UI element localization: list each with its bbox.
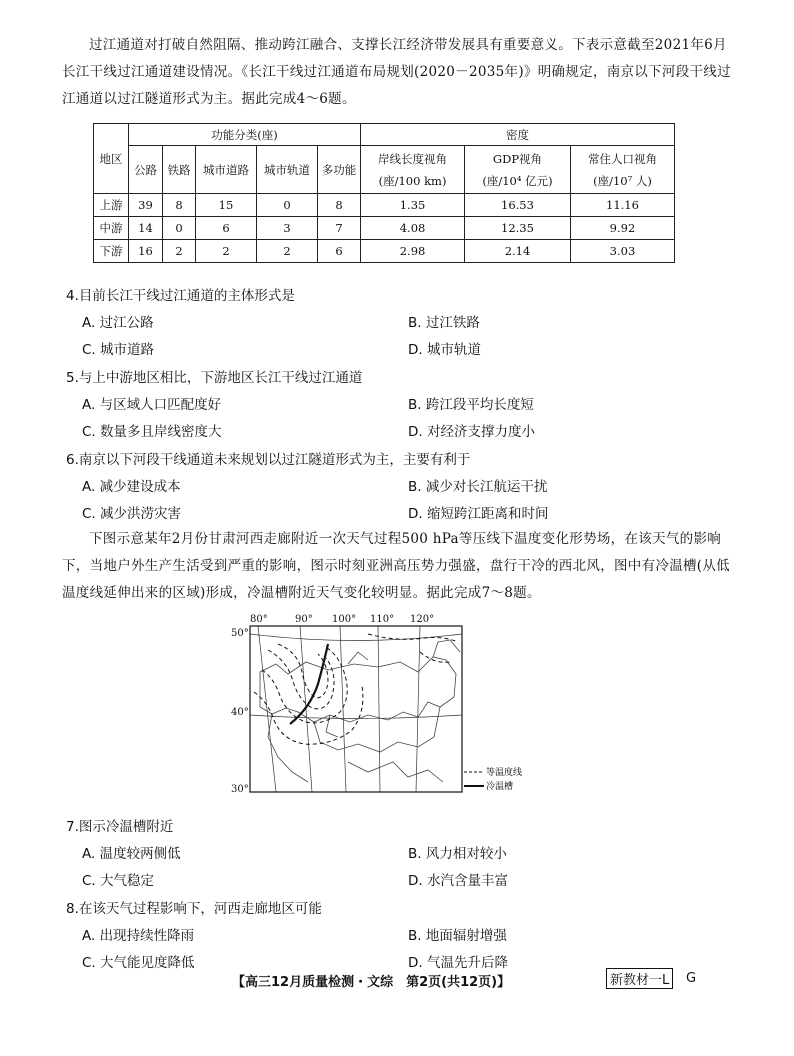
temperature-map	[228, 612, 528, 802]
question-8-stem: 8.在该天气过程影响下，河西走廊地区可能	[66, 901, 322, 917]
q6-option-b: B. 减少对长江航运干扰	[408, 479, 548, 495]
q7-option-b: B. 风力相对较小	[408, 846, 507, 862]
table-col-header: 多功能	[318, 146, 361, 194]
lat-label: 40°	[231, 707, 249, 718]
q5-option-d: D. 对经济支撑力度小	[408, 424, 535, 440]
q4-option-a: A. 过江公路	[82, 315, 154, 331]
legend-isotherm-label: 等温度线	[486, 768, 523, 778]
edition-suffix: G	[686, 971, 697, 986]
q8-option-a: A. 出现持续性降雨	[82, 928, 195, 944]
table-col-header: 城市轨道	[257, 146, 318, 194]
isotherms	[254, 634, 458, 744]
question-7-stem: 7.图示冷温槽附近	[66, 819, 174, 835]
table-col-header: 铁路	[163, 146, 196, 194]
q7-option-d: D. 水汽含量丰富	[408, 873, 508, 889]
q4-option-b: B. 过江铁路	[408, 315, 480, 331]
lon-label: 110°	[370, 614, 395, 625]
q7-option-a: A. 温度较两侧低	[82, 846, 181, 862]
channel-table	[93, 123, 675, 263]
lon-label: 120°	[410, 614, 435, 625]
question-5-stem: 5.与上中游地区相比，下游地区长江干线过江通道	[66, 370, 363, 386]
graticule	[250, 626, 462, 792]
legend-trough-label: 冷温槽	[486, 782, 514, 792]
table-header-density: 密度	[361, 124, 675, 146]
q5-option-a: A. 与区域人口匹配度好	[82, 397, 222, 413]
lon-label: 100°	[332, 614, 357, 625]
q7-option-c: C. 大气稳定	[82, 873, 155, 889]
table-col-header: 常住人口视角 (座/10⁷ 人)	[570, 146, 674, 194]
cold-trough-line	[290, 644, 328, 724]
lon-label: 80°	[250, 614, 268, 625]
map-frame	[250, 626, 462, 792]
question-6-stem: 6.南京以下河段干线通道未来规划以过江隧道形式为主，主要有利于	[66, 452, 471, 468]
q4-option-d: D. 城市轨道	[408, 342, 481, 358]
q6-option-c: C. 减少洪涝灾害	[82, 506, 182, 522]
q8-option-c: C. 大气能见度降低	[82, 955, 195, 971]
q4-option-c: C. 城市道路	[82, 342, 155, 358]
table-header-function: 功能分类(座)	[129, 124, 361, 146]
lon-label: 90°	[295, 614, 313, 625]
table-row: 上游 39 8 15 0 8 1.35 16.53 11.16	[94, 194, 675, 217]
table-row: 下游 16 2 2 2 6 2.98 2.14 3.03	[94, 240, 675, 263]
country-borders	[260, 640, 460, 782]
q5-option-b: B. 跨江段平均长度短	[408, 397, 534, 413]
question-4-stem: 4.目前长江干线过江通道的主体形式是	[66, 288, 295, 304]
table-col-header: 公路	[129, 146, 163, 194]
table-col-header: 城市道路	[196, 146, 257, 194]
map-legend	[464, 766, 522, 792]
page-footer: 【高三12月质量检测・文综 第2页(共12页)】	[232, 975, 511, 990]
table-row: 中游 14 0 6 3 7 4.08 12.35 9.92	[94, 217, 675, 240]
table-col-header: 岸线长度视角 (座/100 km)	[361, 146, 465, 194]
lat-label: 50°	[231, 628, 249, 639]
q8-option-b: B. 地面辐射增强	[408, 928, 507, 944]
q5-option-c: C. 数量多且岸线密度大	[82, 424, 222, 440]
intro-paragraph-1: 过江通道对打破自然阻隔、推动跨江融合、支撑长江经济带发展具有重要意义。下表示意截至2021年6月长江干线过江通道建设情况。《长江干线过江通道布局规划(2020－2035年)》明确规定，南京以下河段干线过江通道以过江隧道形式为主。据此完成4～6题。	[62, 37, 731, 107]
intro-paragraph-2: 下图示意某年2月份甘肃河西走廊附近一次天气过程500 hPa等压线下温度变化形势场，在该天气的影响下，当地户外生产生活受到严重的影响，图示时刻亚洲高压势力强盛，盘行干冷的西北风，图中有冷温槽(从低温度线延伸出来的区域)形成，冷温槽附近天气变化较明显。据此完成7～8题。	[62, 531, 730, 601]
lat-label: 30°	[231, 784, 249, 795]
table-col-header: GDP视角 (座/10⁴ 亿元)	[465, 146, 571, 194]
q6-option-d: D. 缩短跨江距离和时间	[408, 506, 549, 522]
q8-option-d: D. 气温先升后降	[408, 955, 508, 971]
table-header-region: 地区	[94, 124, 129, 194]
edition-badge: 新教材一L	[606, 968, 673, 989]
q6-option-a: A. 减少建设成本	[82, 479, 181, 495]
